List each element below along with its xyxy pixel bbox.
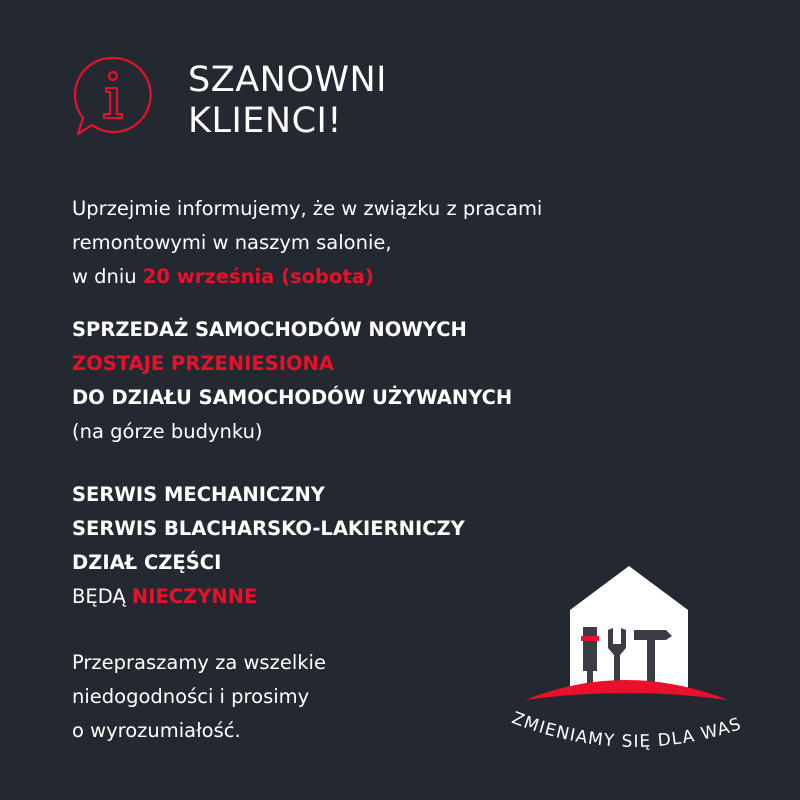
intro-date-prefix: w dniu bbox=[72, 265, 143, 288]
service-closed-prefix: BĘDĄ bbox=[72, 585, 132, 608]
info-speech-bubble-icon bbox=[70, 52, 156, 138]
intro-date-highlight: 20 września (sobota) bbox=[142, 265, 374, 288]
title-line-1: SZANOWNI bbox=[188, 60, 387, 100]
svg-text:ZMIENIAMY SIĘ DLA WAS bbox=[509, 708, 744, 752]
logo-slogan: ZMIENIAMY SIĘ DLA WAS bbox=[508, 708, 745, 752]
sales-line-4: (na górze budynku) bbox=[72, 420, 263, 443]
service-line-1: SERWIS MECHANICZNY bbox=[72, 483, 325, 506]
title-line-2: KLIENCI! bbox=[188, 101, 342, 141]
intro-line-3 bbox=[72, 260, 692, 294]
intro-line-2: remontowymi w naszym salonie, bbox=[72, 231, 392, 254]
apology-line-2: niedogodności i prosimy bbox=[72, 685, 310, 708]
intro-paragraph bbox=[72, 192, 692, 294]
red-swoosh bbox=[525, 680, 728, 700]
service-line-2: SERWIS BLACHARSKO-LAKIERNICZY bbox=[72, 517, 465, 540]
apology-line-3: o wyrozumiałość. bbox=[72, 719, 241, 742]
service-closed-highlight: NIECZYNNE bbox=[131, 585, 258, 608]
sales-line-1: SPRZEDAŻ SAMOCHODÓW NOWYCH bbox=[72, 318, 467, 341]
intro-line-1: Uprzejmie informujemy, że w związku z pracami bbox=[72, 197, 543, 220]
page-title bbox=[188, 60, 387, 142]
sales-notice bbox=[72, 313, 692, 449]
renovation-house-logo bbox=[480, 560, 770, 760]
sales-line-3: DO DZIAŁU SAMOCHODÓW UŻYWANYCH bbox=[72, 386, 513, 409]
service-line-3: DZIAŁ CZĘŚCI bbox=[72, 551, 222, 574]
apology-line-1: Przepraszamy za wszelkie bbox=[72, 651, 326, 674]
sales-line-2: ZOSTAJE PRZENIESIONA bbox=[72, 352, 334, 375]
